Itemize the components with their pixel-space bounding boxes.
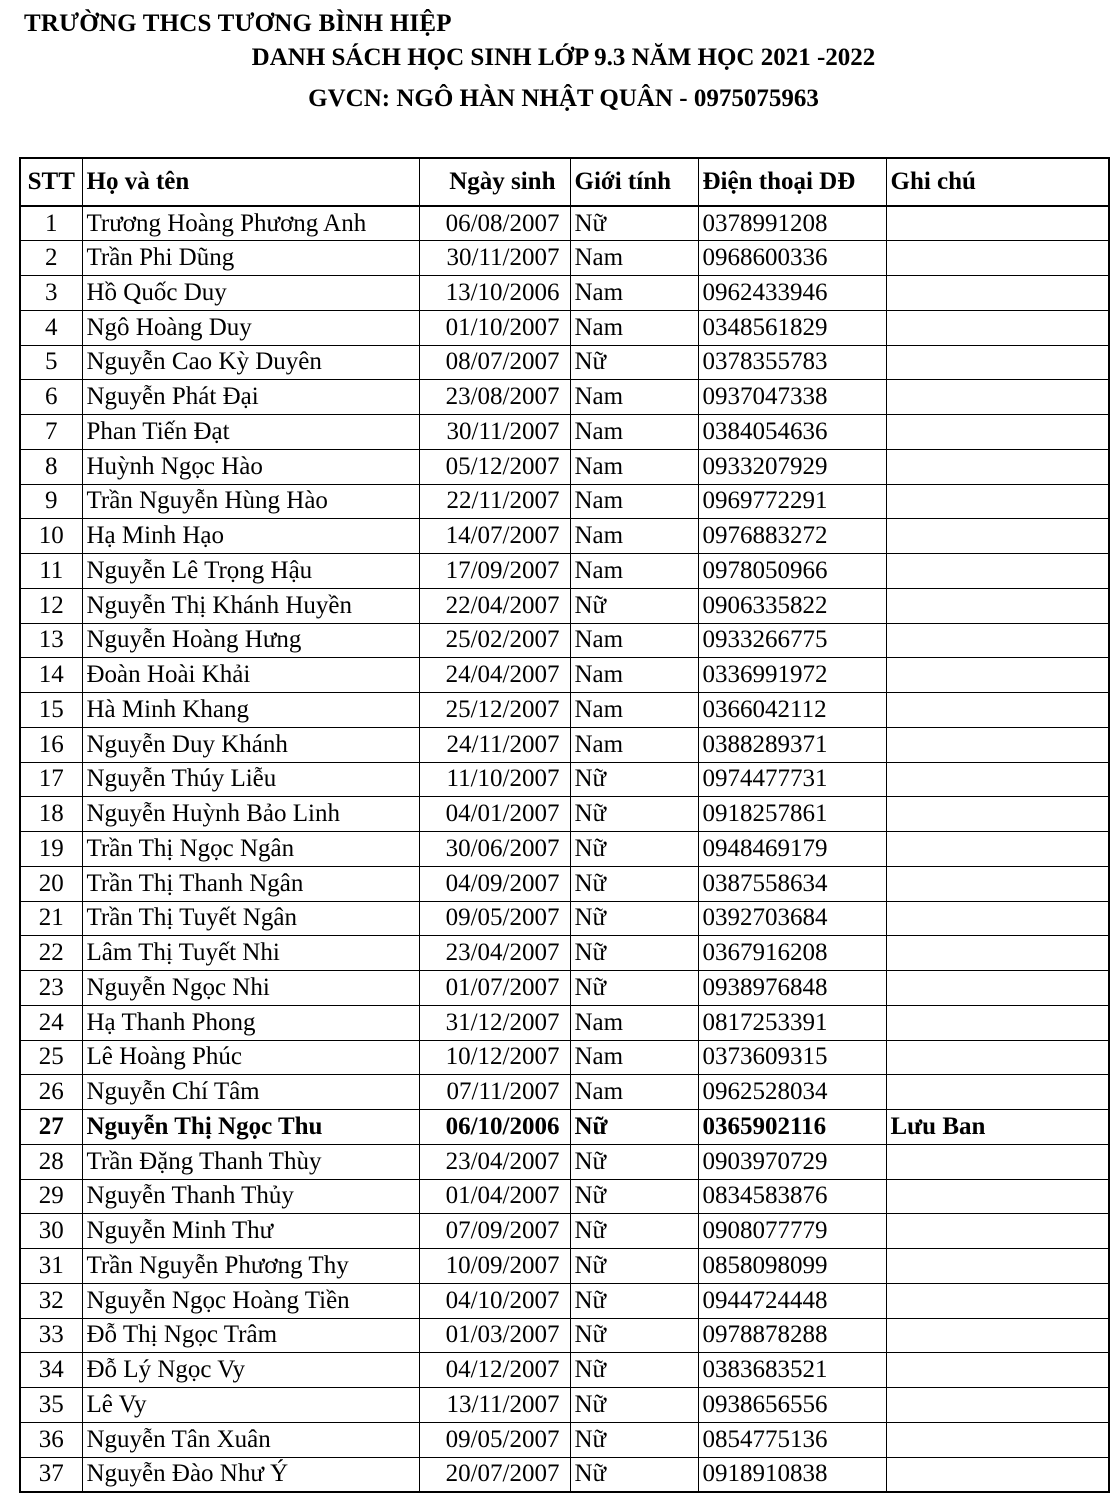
cell-date-of-birth: 30/11/2007 xyxy=(419,241,570,276)
cell-gender: Nữ xyxy=(570,762,698,797)
table-row xyxy=(20,623,1109,658)
cell-stt: 14 xyxy=(20,658,82,693)
cell-note xyxy=(886,588,1109,623)
cell-stt: 17 xyxy=(20,762,82,797)
cell-note xyxy=(886,832,1109,867)
cell-date-of-birth: 10/09/2007 xyxy=(419,1249,570,1284)
cell-phone: 0918910838 xyxy=(698,1457,886,1492)
table-row xyxy=(20,1214,1109,1249)
cell-note xyxy=(886,1179,1109,1214)
cell-date-of-birth: 06/10/2006 xyxy=(419,1110,570,1145)
cell-phone: 0348561829 xyxy=(698,310,886,345)
cell-note xyxy=(886,727,1109,762)
table-row xyxy=(20,1110,1109,1145)
cell-stt: 34 xyxy=(20,1353,82,1388)
cell-note xyxy=(886,1388,1109,1423)
cell-note xyxy=(886,936,1109,971)
cell-student-name: Nguyễn Duy Khánh xyxy=(82,727,419,762)
cell-phone: 0366042112 xyxy=(698,693,886,728)
cell-phone: 0908077779 xyxy=(698,1214,886,1249)
cell-gender: Nam xyxy=(570,1040,698,1075)
cell-student-name: Nguyễn Thị Ngọc Thu xyxy=(82,1110,419,1145)
column-header-note: Ghi chú xyxy=(886,158,1109,206)
cell-date-of-birth: 09/05/2007 xyxy=(419,1422,570,1457)
cell-gender: Nữ xyxy=(570,206,698,241)
table-row xyxy=(20,1005,1109,1040)
cell-note xyxy=(886,971,1109,1006)
document-title: DANH SÁCH HỌC SINH LỚP 9.3 NĂM HỌC 2021 -2022 xyxy=(251,44,876,71)
cell-student-name: Trần Nguyễn Phương Thy xyxy=(82,1249,419,1284)
cell-student-name: Hạ Thanh Phong xyxy=(82,1005,419,1040)
cell-date-of-birth: 07/09/2007 xyxy=(419,1214,570,1249)
cell-note xyxy=(886,241,1109,276)
cell-student-name: Đỗ Lý Ngọc Vy xyxy=(82,1353,419,1388)
cell-phone: 0388289371 xyxy=(698,727,886,762)
table-row xyxy=(20,1144,1109,1179)
cell-stt: 5 xyxy=(20,345,82,380)
cell-date-of-birth: 09/05/2007 xyxy=(419,901,570,936)
cell-date-of-birth: 22/11/2007 xyxy=(419,484,570,519)
cell-stt: 1 xyxy=(20,206,82,241)
cell-stt: 3 xyxy=(20,276,82,311)
table-row xyxy=(20,415,1109,450)
cell-gender: Nữ xyxy=(570,971,698,1006)
cell-student-name: Lê Vy xyxy=(82,1388,419,1423)
cell-note xyxy=(886,380,1109,415)
cell-date-of-birth: 17/09/2007 xyxy=(419,554,570,589)
cell-date-of-birth: 24/11/2007 xyxy=(419,727,570,762)
cell-date-of-birth: 04/12/2007 xyxy=(419,1353,570,1388)
cell-stt: 30 xyxy=(20,1214,82,1249)
cell-note xyxy=(886,693,1109,728)
cell-phone: 0392703684 xyxy=(698,901,886,936)
cell-stt: 2 xyxy=(20,241,82,276)
cell-stt: 37 xyxy=(20,1457,82,1492)
cell-phone: 0336991972 xyxy=(698,658,886,693)
cell-date-of-birth: 01/03/2007 xyxy=(419,1318,570,1353)
cell-stt: 20 xyxy=(20,866,82,901)
cell-phone: 0933266775 xyxy=(698,623,886,658)
cell-gender: Nam xyxy=(570,519,698,554)
cell-phone: 0978050966 xyxy=(698,554,886,589)
cell-student-name: Đoàn Hoài Khải xyxy=(82,658,419,693)
cell-note xyxy=(886,206,1109,241)
cell-phone: 0962528034 xyxy=(698,1075,886,1110)
table-row xyxy=(20,658,1109,693)
cell-phone: 0978878288 xyxy=(698,1318,886,1353)
cell-phone: 0854775136 xyxy=(698,1422,886,1457)
cell-gender: Nữ xyxy=(570,1457,698,1492)
cell-gender: Nữ xyxy=(570,1179,698,1214)
cell-student-name: Nguyễn Thanh Thủy xyxy=(82,1179,419,1214)
cell-gender: Nữ xyxy=(570,1110,698,1145)
cell-stt: 15 xyxy=(20,693,82,728)
cell-date-of-birth: 11/10/2007 xyxy=(419,762,570,797)
cell-phone: 0968600336 xyxy=(698,241,886,276)
cell-phone: 0976883272 xyxy=(698,519,886,554)
cell-note xyxy=(886,449,1109,484)
cell-note xyxy=(886,797,1109,832)
cell-note xyxy=(886,1318,1109,1353)
cell-student-name: Nguyễn Lê Trọng Hậu xyxy=(82,554,419,589)
cell-student-name: Trương Hoàng Phương Anh xyxy=(82,206,419,241)
table-row xyxy=(20,345,1109,380)
cell-note xyxy=(886,276,1109,311)
cell-student-name: Lê Hoàng Phúc xyxy=(82,1040,419,1075)
cell-phone: 0378991208 xyxy=(698,206,886,241)
cell-gender: Nam xyxy=(570,623,698,658)
cell-date-of-birth: 01/10/2007 xyxy=(419,310,570,345)
cell-phone: 0858098099 xyxy=(698,1249,886,1284)
table-row xyxy=(20,554,1109,589)
table-row xyxy=(20,1249,1109,1284)
cell-phone: 0938976848 xyxy=(698,971,886,1006)
cell-student-name: Nguyễn Huỳnh Bảo Linh xyxy=(82,797,419,832)
homeroom-teacher: GVCN: NGÔ HÀN NHẬT QUÂN - 0975075963 xyxy=(308,85,819,112)
cell-gender: Nữ xyxy=(570,1144,698,1179)
cell-stt: 16 xyxy=(20,727,82,762)
table-row xyxy=(20,1179,1109,1214)
cell-gender: Nữ xyxy=(570,1214,698,1249)
table-row xyxy=(20,380,1109,415)
cell-stt: 22 xyxy=(20,936,82,971)
table-row xyxy=(20,762,1109,797)
cell-date-of-birth: 24/04/2007 xyxy=(419,658,570,693)
cell-gender: Nam xyxy=(570,1075,698,1110)
table-row xyxy=(20,832,1109,867)
cell-date-of-birth: 25/02/2007 xyxy=(419,623,570,658)
cell-note xyxy=(886,1040,1109,1075)
cell-date-of-birth: 06/08/2007 xyxy=(419,206,570,241)
table-header-row xyxy=(20,158,1109,206)
cell-gender: Nữ xyxy=(570,345,698,380)
cell-student-name: Phan Tiến Đạt xyxy=(82,415,419,450)
table-row xyxy=(20,1283,1109,1318)
school-name: TRƯỜNG THCS TƯƠNG BÌNH HIỆP xyxy=(24,10,452,37)
cell-gender: Nam xyxy=(570,380,698,415)
table-row xyxy=(20,1457,1109,1492)
cell-date-of-birth: 23/08/2007 xyxy=(419,380,570,415)
cell-stt: 7 xyxy=(20,415,82,450)
cell-stt: 28 xyxy=(20,1144,82,1179)
cell-phone: 0948469179 xyxy=(698,832,886,867)
cell-gender: Nữ xyxy=(570,832,698,867)
table-row xyxy=(20,588,1109,623)
cell-gender: Nữ xyxy=(570,1249,698,1284)
cell-date-of-birth: 13/10/2006 xyxy=(419,276,570,311)
table-body xyxy=(20,206,1109,1492)
cell-date-of-birth: 14/07/2007 xyxy=(419,519,570,554)
table-row xyxy=(20,276,1109,311)
cell-date-of-birth: 05/12/2007 xyxy=(419,449,570,484)
cell-student-name: Hạ Minh Hạo xyxy=(82,519,419,554)
cell-stt: 36 xyxy=(20,1422,82,1457)
cell-date-of-birth: 25/12/2007 xyxy=(419,693,570,728)
cell-gender: Nữ xyxy=(570,1318,698,1353)
table-row xyxy=(20,1318,1109,1353)
table-row xyxy=(20,936,1109,971)
cell-phone: 0817253391 xyxy=(698,1005,886,1040)
cell-note xyxy=(886,519,1109,554)
cell-stt: 11 xyxy=(20,554,82,589)
cell-gender: Nam xyxy=(570,310,698,345)
column-header-gender: Giới tính xyxy=(570,158,698,206)
table-row xyxy=(20,866,1109,901)
cell-stt: 26 xyxy=(20,1075,82,1110)
cell-student-name: Trần Nguyễn Hùng Hào xyxy=(82,484,419,519)
cell-student-name: Huỳnh Ngọc Hào xyxy=(82,449,419,484)
cell-phone: 0938656556 xyxy=(698,1388,886,1423)
cell-student-name: Nguyễn Hoàng Hưng xyxy=(82,623,419,658)
table-row xyxy=(20,901,1109,936)
cell-student-name: Trần Thị Ngọc Ngân xyxy=(82,832,419,867)
table-row xyxy=(20,241,1109,276)
cell-student-name: Trần Phi Dũng xyxy=(82,241,419,276)
cell-student-name: Nguyễn Ngọc Hoàng Tiền xyxy=(82,1283,419,1318)
cell-gender: Nữ xyxy=(570,588,698,623)
column-header-stt: STT xyxy=(20,158,82,206)
cell-stt: 25 xyxy=(20,1040,82,1075)
cell-gender: Nữ xyxy=(570,1388,698,1423)
cell-note xyxy=(886,762,1109,797)
table-row xyxy=(20,1075,1109,1110)
cell-student-name: Trần Đặng Thanh Thùy xyxy=(82,1144,419,1179)
cell-phone: 0933207929 xyxy=(698,449,886,484)
cell-gender: Nam xyxy=(570,554,698,589)
cell-date-of-birth: 31/12/2007 xyxy=(419,1005,570,1040)
cell-note xyxy=(886,866,1109,901)
cell-note xyxy=(886,1214,1109,1249)
table-row xyxy=(20,693,1109,728)
cell-gender: Nam xyxy=(570,484,698,519)
column-header-dob: Ngày sinh xyxy=(419,158,570,206)
cell-student-name: Nguyễn Cao Kỳ Duyên xyxy=(82,345,419,380)
cell-date-of-birth: 04/10/2007 xyxy=(419,1283,570,1318)
cell-phone: 0365902116 xyxy=(698,1110,886,1145)
cell-gender: Nam xyxy=(570,415,698,450)
cell-student-name: Nguyễn Đào Như Ý xyxy=(82,1457,419,1492)
cell-date-of-birth: 20/07/2007 xyxy=(419,1457,570,1492)
cell-phone: 0834583876 xyxy=(698,1179,886,1214)
cell-phone: 0387558634 xyxy=(698,866,886,901)
cell-stt: 29 xyxy=(20,1179,82,1214)
cell-stt: 8 xyxy=(20,449,82,484)
column-header-phone: Điện thoại DĐ xyxy=(698,158,886,206)
cell-student-name: Ngô Hoàng Duy xyxy=(82,310,419,345)
cell-stt: 23 xyxy=(20,971,82,1006)
cell-note xyxy=(886,554,1109,589)
cell-student-name: Nguyễn Thị Khánh Huyền xyxy=(82,588,419,623)
cell-stt: 24 xyxy=(20,1005,82,1040)
cell-note xyxy=(886,1457,1109,1492)
cell-note xyxy=(886,1422,1109,1457)
cell-stt: 33 xyxy=(20,1318,82,1353)
cell-note xyxy=(886,484,1109,519)
cell-student-name: Hồ Quốc Duy xyxy=(82,276,419,311)
cell-stt: 18 xyxy=(20,797,82,832)
cell-date-of-birth: 30/06/2007 xyxy=(419,832,570,867)
cell-note xyxy=(886,1283,1109,1318)
cell-date-of-birth: 22/04/2007 xyxy=(419,588,570,623)
cell-note xyxy=(886,1005,1109,1040)
cell-student-name: Nguyễn Ngọc Nhi xyxy=(82,971,419,1006)
cell-note xyxy=(886,658,1109,693)
table-row xyxy=(20,1422,1109,1457)
cell-gender: Nữ xyxy=(570,901,698,936)
cell-date-of-birth: 04/09/2007 xyxy=(419,866,570,901)
table-row xyxy=(20,1353,1109,1388)
cell-date-of-birth: 01/07/2007 xyxy=(419,971,570,1006)
table-row xyxy=(20,206,1109,241)
student-roster-table xyxy=(19,157,1110,1493)
table-row xyxy=(20,797,1109,832)
cell-note xyxy=(886,1144,1109,1179)
cell-student-name: Trần Thị Tuyết Ngân xyxy=(82,901,419,936)
cell-date-of-birth: 08/07/2007 xyxy=(419,345,570,380)
cell-date-of-birth: 23/04/2007 xyxy=(419,936,570,971)
cell-note xyxy=(886,415,1109,450)
cell-stt: 21 xyxy=(20,901,82,936)
cell-date-of-birth: 07/11/2007 xyxy=(419,1075,570,1110)
cell-date-of-birth: 01/04/2007 xyxy=(419,1179,570,1214)
cell-phone: 0367916208 xyxy=(698,936,886,971)
cell-note: Lưu Ban xyxy=(886,1110,1109,1145)
table-row xyxy=(20,971,1109,1006)
cell-student-name: Nguyễn Thúy Liễu xyxy=(82,762,419,797)
cell-date-of-birth: 30/11/2007 xyxy=(419,415,570,450)
cell-student-name: Lâm Thị Tuyết Nhi xyxy=(82,936,419,971)
cell-student-name: Nguyễn Phát Đại xyxy=(82,380,419,415)
cell-stt: 10 xyxy=(20,519,82,554)
cell-gender: Nữ xyxy=(570,1353,698,1388)
cell-phone: 0906335822 xyxy=(698,588,886,623)
cell-student-name: Hà Minh Khang xyxy=(82,693,419,728)
cell-phone: 0944724448 xyxy=(698,1283,886,1318)
cell-phone: 0937047338 xyxy=(698,380,886,415)
cell-student-name: Trần Thị Thanh Ngân xyxy=(82,866,419,901)
cell-phone: 0373609315 xyxy=(698,1040,886,1075)
cell-gender: Nam xyxy=(570,241,698,276)
cell-note xyxy=(886,345,1109,380)
cell-stt: 19 xyxy=(20,832,82,867)
cell-stt: 27 xyxy=(20,1110,82,1145)
cell-gender: Nam xyxy=(570,727,698,762)
cell-gender: Nam xyxy=(570,693,698,728)
cell-note xyxy=(886,623,1109,658)
cell-note xyxy=(886,1249,1109,1284)
cell-date-of-birth: 23/04/2007 xyxy=(419,1144,570,1179)
cell-stt: 32 xyxy=(20,1283,82,1318)
table-row xyxy=(20,1040,1109,1075)
cell-stt: 4 xyxy=(20,310,82,345)
cell-student-name: Nguyễn Chí Tâm xyxy=(82,1075,419,1110)
cell-gender: Nữ xyxy=(570,797,698,832)
cell-date-of-birth: 10/12/2007 xyxy=(419,1040,570,1075)
table-row xyxy=(20,727,1109,762)
cell-phone: 0383683521 xyxy=(698,1353,886,1388)
cell-gender: Nam xyxy=(570,276,698,311)
cell-note xyxy=(886,1075,1109,1110)
table-row xyxy=(20,1388,1109,1423)
cell-phone: 0384054636 xyxy=(698,415,886,450)
cell-phone: 0969772291 xyxy=(698,484,886,519)
table-row xyxy=(20,519,1109,554)
cell-stt: 35 xyxy=(20,1388,82,1423)
column-header-name: Họ và tên xyxy=(82,158,419,206)
table-row xyxy=(20,484,1109,519)
cell-phone: 0903970729 xyxy=(698,1144,886,1179)
cell-student-name: Nguyễn Minh Thư xyxy=(82,1214,419,1249)
cell-gender: Nam xyxy=(570,449,698,484)
cell-note xyxy=(886,1353,1109,1388)
cell-gender: Nữ xyxy=(570,936,698,971)
cell-gender: Nam xyxy=(570,1005,698,1040)
cell-note xyxy=(886,310,1109,345)
table-row xyxy=(20,310,1109,345)
cell-phone: 0974477731 xyxy=(698,762,886,797)
cell-note xyxy=(886,901,1109,936)
cell-stt: 12 xyxy=(20,588,82,623)
cell-date-of-birth: 13/11/2007 xyxy=(419,1388,570,1423)
cell-gender: Nữ xyxy=(570,1283,698,1318)
cell-student-name: Đỗ Thị Ngọc Trâm xyxy=(82,1318,419,1353)
cell-student-name: Nguyễn Tân Xuân xyxy=(82,1422,419,1457)
cell-phone: 0962433946 xyxy=(698,276,886,311)
cell-stt: 9 xyxy=(20,484,82,519)
cell-phone: 0378355783 xyxy=(698,345,886,380)
cell-stt: 6 xyxy=(20,380,82,415)
cell-date-of-birth: 04/01/2007 xyxy=(419,797,570,832)
cell-gender: Nữ xyxy=(570,866,698,901)
cell-phone: 0918257861 xyxy=(698,797,886,832)
table-row xyxy=(20,449,1109,484)
cell-stt: 13 xyxy=(20,623,82,658)
cell-gender: Nữ xyxy=(570,1422,698,1457)
cell-gender: Nam xyxy=(570,658,698,693)
cell-stt: 31 xyxy=(20,1249,82,1284)
